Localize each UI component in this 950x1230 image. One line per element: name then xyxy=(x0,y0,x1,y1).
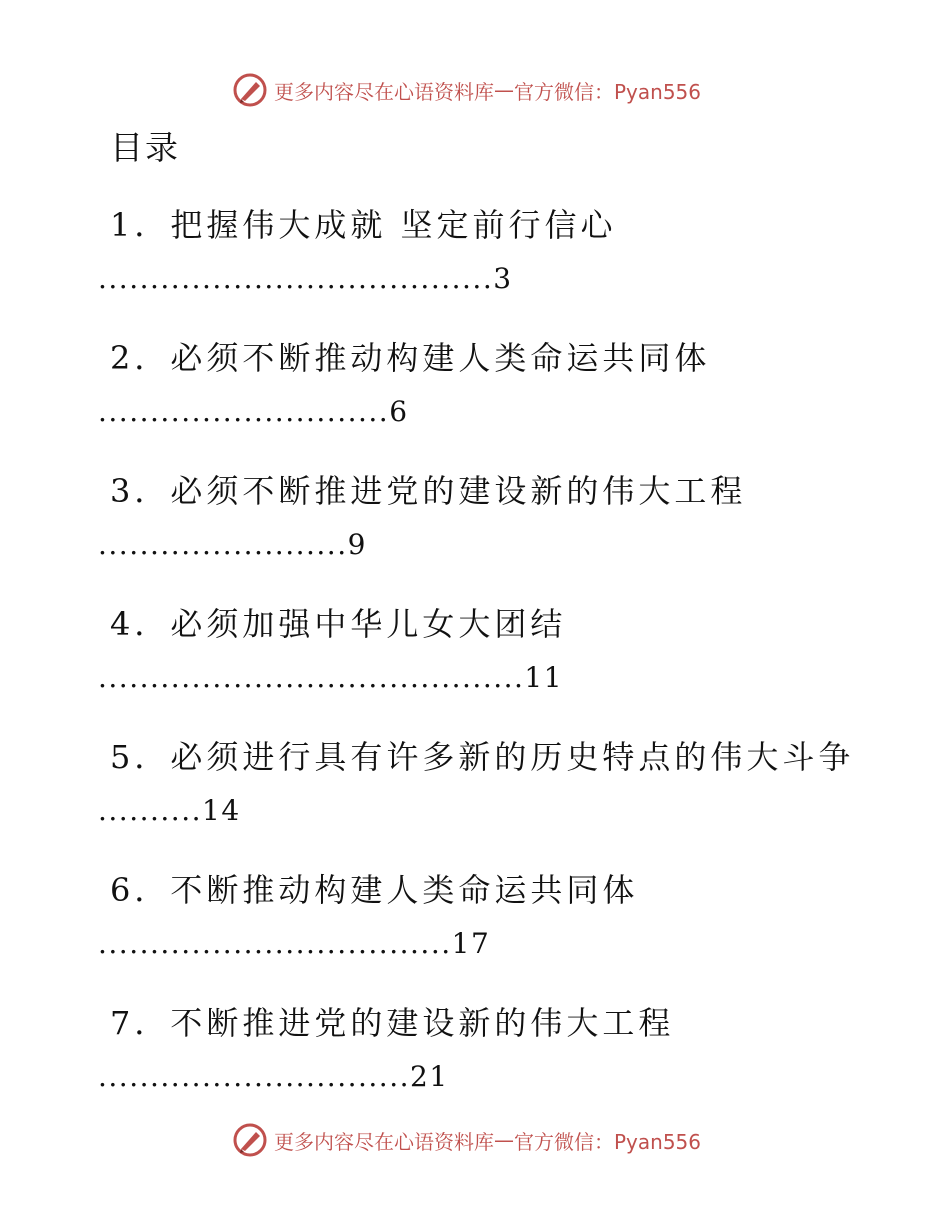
watermark-footer xyxy=(232,1120,701,1160)
toc-entry[interactable] xyxy=(0,200,950,330)
toc-page-number: 17 xyxy=(451,927,491,960)
toc-entry-label: 6．不断推动构建人类命运共同体 xyxy=(110,871,639,909)
toc-leader xyxy=(98,794,241,827)
toc-leader xyxy=(98,661,563,694)
watermark-separator: — xyxy=(494,78,514,102)
toc-page-number: 3 xyxy=(493,262,513,295)
toc-entry[interactable] xyxy=(0,333,950,463)
watermark-wechat: 官方微信：Pyan556 xyxy=(514,1129,702,1154)
watermark-wechat: 官方微信：Pyan556 xyxy=(514,79,702,104)
toc-entry[interactable] xyxy=(0,466,950,596)
pen-logo-icon xyxy=(232,1122,268,1158)
toc-title: 目录 xyxy=(110,128,180,167)
toc-leader xyxy=(98,927,490,960)
dot-leader: ........................ xyxy=(98,528,348,561)
dot-leader: ............................ xyxy=(98,395,390,428)
watermark-header xyxy=(232,70,701,110)
toc-leader xyxy=(98,528,367,561)
toc-entry-label: 5．必须进行具有许多新的历史特点的伟大斗争 xyxy=(110,738,855,776)
dot-leader: .......... xyxy=(98,794,203,827)
toc-entry[interactable] xyxy=(0,599,950,729)
dot-leader: .................................. xyxy=(98,927,452,960)
pen-logo-icon xyxy=(232,72,268,108)
dot-leader: .............................. xyxy=(98,1060,411,1093)
toc-page-number: 6 xyxy=(389,395,409,428)
dot-leader: ...................................... xyxy=(98,262,494,295)
toc-entry-label: 7．不断推进党的建设新的伟大工程 xyxy=(110,1004,675,1042)
toc-leader xyxy=(98,1060,449,1093)
toc-page-number: 9 xyxy=(347,528,367,561)
toc-entry-label: 3．必须不断推进党的建设新的伟大工程 xyxy=(110,472,747,510)
toc-page-number: 11 xyxy=(524,661,564,694)
toc-entry[interactable] xyxy=(0,998,950,1128)
toc-leader xyxy=(98,395,409,428)
toc-entry-label: 1．把握伟大成就 坚定前行信心 xyxy=(110,206,617,244)
toc-leader xyxy=(98,262,513,295)
toc-entry[interactable] xyxy=(0,865,950,995)
toc-entry[interactable] xyxy=(0,732,950,862)
watermark-text: 更多内容尽在心语资料库 xyxy=(274,1129,494,1154)
dot-leader: ......................................... xyxy=(98,661,525,694)
toc-entry-label: 4．必须加强中华儿女大团结 xyxy=(110,605,567,643)
watermark-text: 更多内容尽在心语资料库 xyxy=(274,79,494,104)
toc-page-number: 14 xyxy=(202,794,241,827)
toc-entry-label: 2．必须不断推动构建人类命运共同体 xyxy=(110,339,711,377)
toc-page-number: 21 xyxy=(410,1060,449,1093)
watermark-separator: — xyxy=(494,1128,514,1152)
